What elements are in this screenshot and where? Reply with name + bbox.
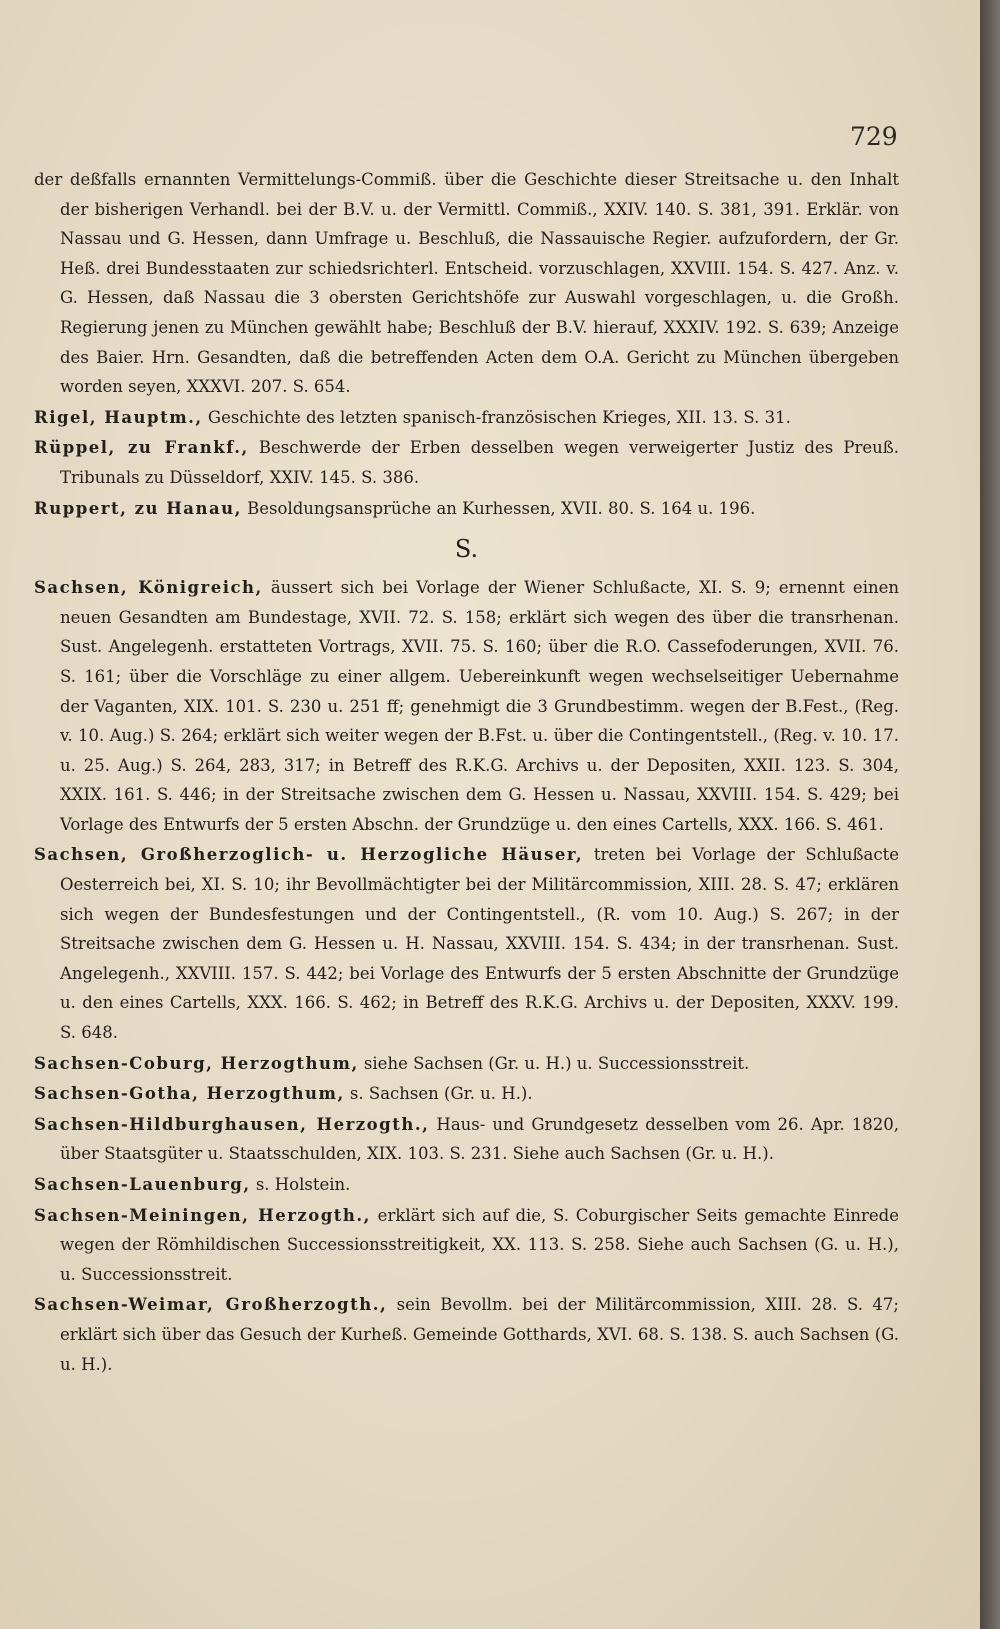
entry-text: Besoldungsansprüche an Kurhessen, XVII. 80. S. 164 u. 196. — [241, 498, 756, 518]
index-entry-sachsen-weimar — [34, 1290, 899, 1379]
index-entry-sachsen-meiningen — [34, 1201, 899, 1290]
entry-text: der deßfalls ernannten Vermittelungs-Commiß. über die Geschichte dieser Streitsache u. den Inhalt der bisherigen Verhandl. bei der B.V. u. der Vermittl. Commiß., XXIV. 140. S. 381, 391. Erklär. von Nassau und G. Hessen, dann Umfrage u. Beschluß, die Nassauische Regier. aufzufordern, der Gr. Heß. drei Bundesstaaten zur schiedsrichterl. Entscheid. vorzuschlagen, XXVIII. 154. S. 427. Anz. v. G. Hessen, daß Nassau die 3 obersten Gerichtshöfe zur Auswahl vorgeschlagen, u. die Großh. Regierung jenen zu München gewählt habe; Beschluß der B.V. hierauf, XXXIV. 192. S. 639; Anzeige des Baier. Hrn. Gesandten, daß die betreffenden Acten dem O.A. Gericht zu München übergeben worden seyen, XXXVI. 207. S. 654. — [34, 170, 899, 397]
entry-text: s. Holstein. — [250, 1175, 351, 1194]
page-number: 729 — [850, 122, 898, 151]
entry-head: Sachsen-Gotha, Herzogthum, — [34, 1084, 345, 1104]
entry-text: treten bei Vorlage der Schlußacte Oesterreich bei, XI. S. 10; ihr Bevollmächtigter bei der Militärcommission, XIII. 28. S. 47; erklären sich wegen der Bundesfestungen und der Contingentstell., (R. vom 10. Aug.) S. 267; in der Streitsache zwischen dem G. Hessen u. H. Nassau, XXVIII. 154. S. 434; in der transrhenan. Sust. Angelegenh., XXVIII. 157. S. 442; bei Vorlage des Entwurfs der 5 ersten Abschnitte der Grundzüge u. den eines Cartells, XXX. 166. S. 462; in Betreff des R.K.G. Archivs u. der Depositen, XXXV. 199. S. 648. — [60, 845, 899, 1043]
index-entry-sachsen-lauenburg — [34, 1170, 899, 1200]
index-entry-ruppert — [34, 494, 899, 524]
entry-head: Rigel, Hauptm., — [34, 407, 203, 427]
entry-text: äussert sich bei Vorlage der Wiener Schlußacte, XI. S. 9; ernennt einen neuen Gesandten am Bundestage, XVII. 72. S. 158; erklärt sich wegen des über die transrhenan. Sust. Angelegenh. erstatteten Vortrags, XVII. 75. S. 160; über die R.O. Cassefoderungen, XVII. 76. S. 161; über die Vorschläge zu einer allgem. Uebereinkunft wegen wechselseitiger Uebernahme der Vaganten, XIX. 101. S. 230 u. 251 ff; genehmigt die 3 Grundbestimm. wegen der B.Fest., (Reg. v. 10. Aug.) S. 264; erklärt sich weiter wegen der B.Fst. u. über die Contingentstell., (Reg. v. 10. 17. u. 25. Aug.) S. 264, 283, 317; in Betreff des R.K.G. Archivs u. der Depositen, XXII. 123. S. 304, XXIX. 161. S. 446; in der Streitsache zwischen dem G. Hessen u. Nassau, XXVIII. 154. S. 429; bei Vorlage des Entwurfs der 5 ersten Abschn. der Grundzüge u. den eines Cartells, XXX. 166. S. 461. — [60, 578, 899, 834]
entry-head: Sachsen-Lauenburg, — [34, 1175, 251, 1194]
entry-text: siehe Sachsen (Gr. u. H.) u. Successionsstreit. — [358, 1053, 750, 1073]
entry-head: Sachsen-Hildburghausen, Herzogth., — [34, 1114, 430, 1134]
index-entry-rigel — [34, 403, 899, 433]
entry-text: Haus- und Grundgesetz desselben vom 26. Apr. 1820, über Staatsgüter u. Staatsschulden, XIX. 103. S. 231. Siehe auch Sachsen (Gr. u. H.). — [60, 1114, 900, 1164]
index-entry-rueppel — [34, 433, 899, 492]
entry-head: Sachsen-Weimar, Großherzogth., — [34, 1295, 388, 1315]
index-entry-sachsen-koenigreich — [34, 573, 899, 839]
index-entry-continued — [34, 165, 899, 402]
book-edge-shadow — [980, 0, 1000, 1629]
entry-text: sein Bevollm. bei der Militärcommission, XIII. 28. S. 47; erklärt sich über das Gesuch der Kurheß. Gemeinde Gotthards, XVI. 68. S. 138. S. auch Sachsen (G. u. H.). — [60, 1295, 899, 1374]
entry-text: s. Sachsen (Gr. u. H.). — [344, 1084, 533, 1104]
entry-head: Ruppert, zu Hanau, — [34, 498, 242, 518]
entry-text: erklärt sich auf die, S. Coburgischer Seits gemachte Einrede wegen der Römhildischen Successionsstreitigkeit, XX. 113. S. 258. Siehe auch Sachsen (G. u. H.), u. Successionsstreit. — [60, 1205, 899, 1284]
entry-text: Beschwerde der Erben desselben wegen verweigerter Justiz des Preuß. Tribunals zu Düsseldorf, XXIV. 145. S. 386. — [60, 438, 899, 487]
index-entry-sachsen-hildburghausen — [34, 1110, 899, 1169]
entry-head: Sachsen, Königreich, — [34, 578, 263, 598]
index-entry-sachsen-coburg — [34, 1049, 899, 1079]
entry-head: Sachsen-Meiningen, Herzogth., — [34, 1205, 371, 1225]
index-entry-sachsen-gotha — [34, 1079, 899, 1109]
entry-head: Sachsen-Coburg, Herzogthum, — [34, 1053, 359, 1073]
index-text — [34, 165, 899, 1380]
entry-head: Sachsen, Großherzoglich- u. Herzogliche Häuser, — [34, 845, 584, 865]
index-entry-sachsen-haeuser — [34, 840, 899, 1047]
section-letter: S. — [454, 535, 479, 564]
entry-head: Rüppel, zu Frankf., — [34, 438, 249, 458]
entry-text: Geschichte des letzten spanisch-französischen Krieges, XII. 13. S. 31. — [202, 407, 791, 427]
